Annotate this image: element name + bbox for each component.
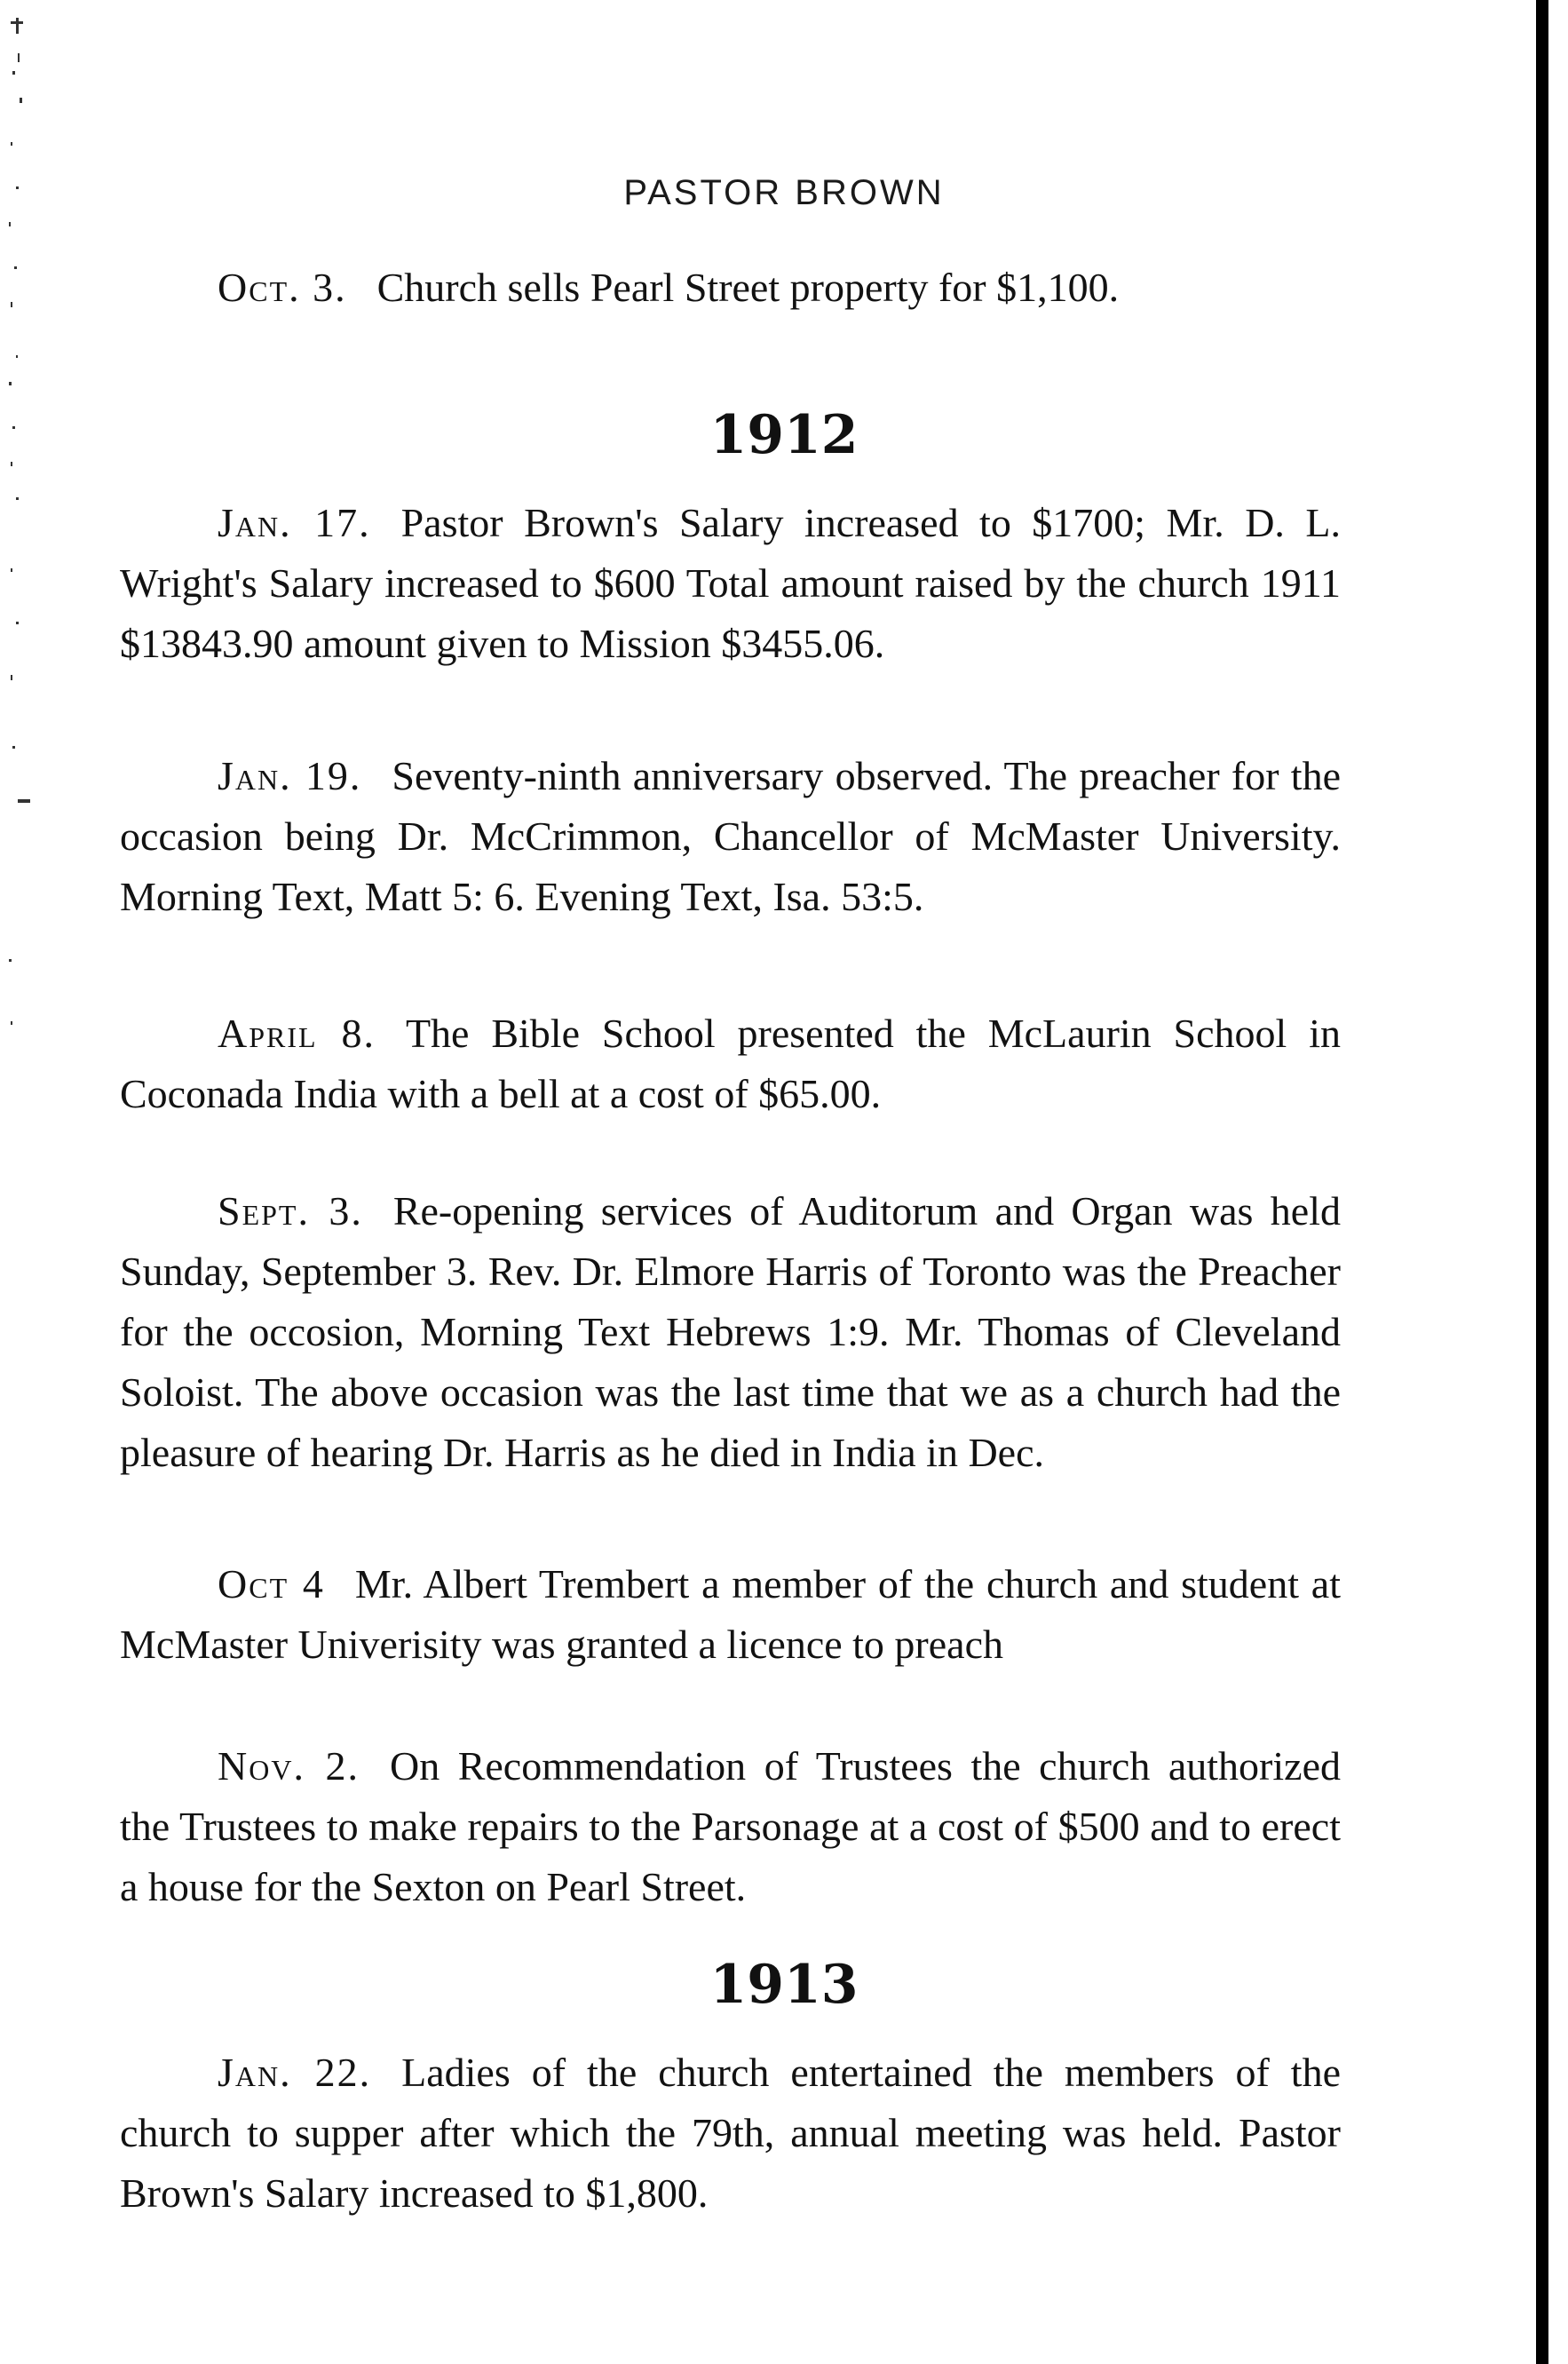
entry-april-8 <box>120 1004 1341 1124</box>
entry-date: Oct. 3. <box>218 265 347 310</box>
page-header: PASTOR BROWN <box>623 173 945 212</box>
entry-date: Oct 4 <box>218 1561 325 1606</box>
entry-jan-22 <box>120 2043 1341 2224</box>
entry-sept-3 <box>120 1181 1341 1483</box>
year-heading-1912: 1912 <box>709 404 859 466</box>
entry-text: Ladies of the church entertained the members of the church to supper after which the 79th, annual meeting was held. Pastor Brown's Salary increased to $1,800. <box>120 2050 1342 2216</box>
entry-text: Seventy-ninth anniversary observed. The preacher for the occasion being Dr. McCrimmon, Chancellor of McMaster University. Morning Text, Matt 5: 6. Evening Text, Isa. 53:5. <box>120 753 1341 919</box>
entry-text: Re-opening services of Auditorum and Organ was held Sunday, September 3. Rev. Dr. Elmore Harris of Toronto was the Preacher for the occosion, Morning Text Hebrews 1:9. Mr. Thomas of Cleveland Soloist. The above occasion was the last time that we as a church had the pleasure of hearing Dr. Harris as he died in India in Dec. <box>120 1188 1341 1475</box>
entry-oct-3 <box>120 258 1341 318</box>
entry-nov-2 <box>120 1736 1341 1917</box>
entry-date: April 8. <box>218 1011 376 1056</box>
entry-date: Jan. 17. <box>218 500 371 545</box>
entry-date: Jan. 22. <box>218 2050 372 2095</box>
entry-text: Mr. Albert Trembert a member of the church and student at McMaster Univerisity was granted a licence to preach <box>120 1561 1341 1667</box>
year-heading-1913: 1913 <box>709 1954 859 2016</box>
entry-jan-19 <box>120 746 1341 927</box>
entry-oct-4 <box>120 1554 1341 1675</box>
entry-jan-17 <box>120 493 1341 674</box>
entry-text: The Bible School presented the McLaurin School in Coconada India with a bell at a cost of $65.00. <box>120 1011 1341 1116</box>
entry-text: Church sells Pearl Street property for $1,100. <box>376 265 1120 310</box>
entry-date: Nov. 2. <box>218 1743 360 1789</box>
entry-text: Pastor Brown's Salary increased to $1700; Mr. D. L. Wright's Salary increased to $600 Total amount raised by the church 1911 $13843.90 amount given to Mission $3455.06. <box>120 500 1341 666</box>
entry-date: Jan. 19. <box>218 753 362 798</box>
entry-text: On Recommendation of Trustees the church authorized the Trustees to make repairs to the Parsonage at a cost of $500 and to erect a house for the Sexton on Pearl Street. <box>120 1743 1341 1909</box>
entry-date: Sept. 3. <box>218 1188 363 1234</box>
